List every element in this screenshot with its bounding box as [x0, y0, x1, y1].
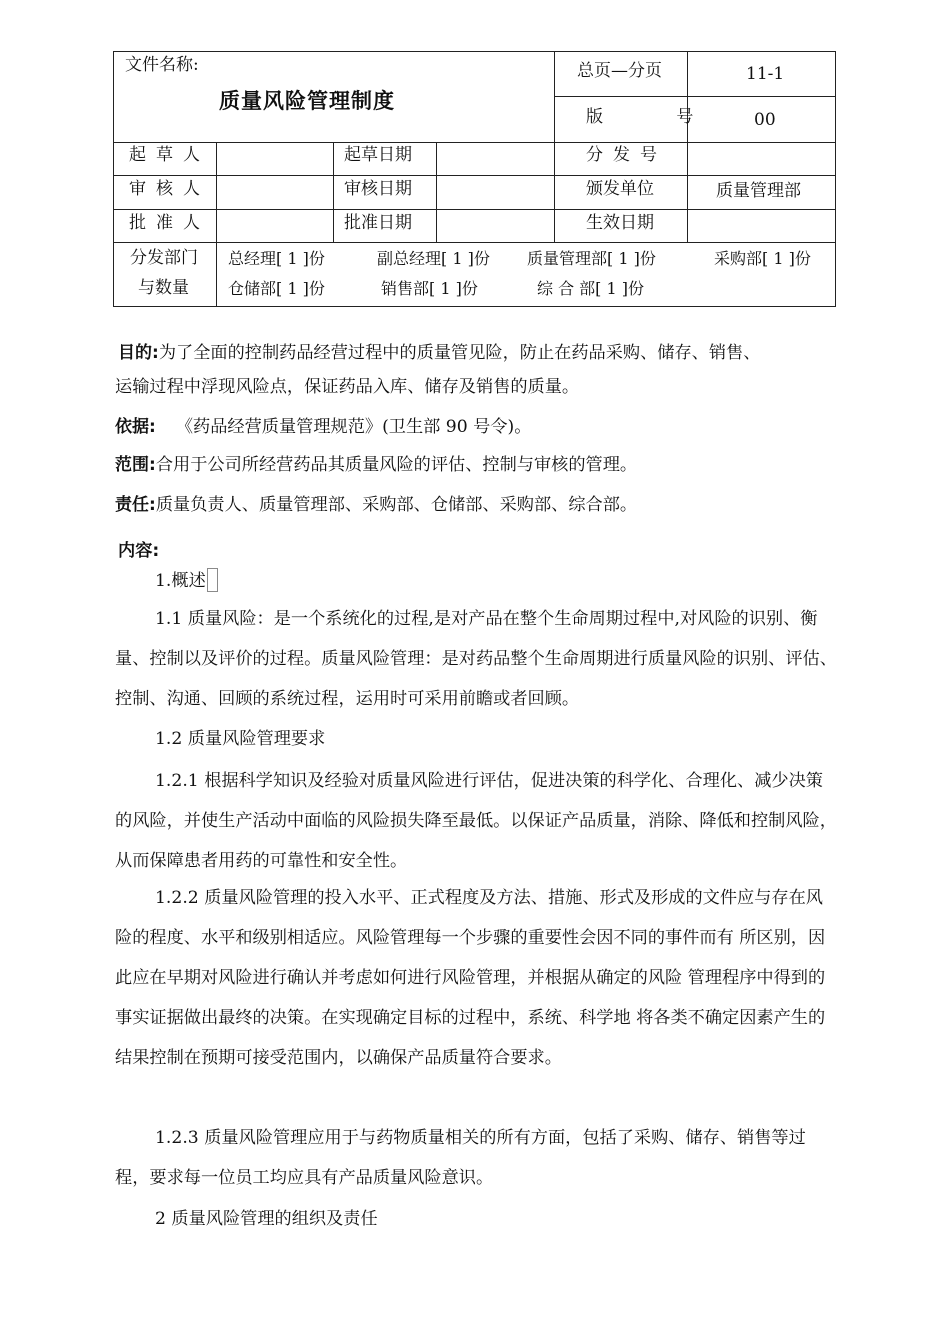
scope-label: 范围: — [115, 455, 156, 475]
issuing-unit-value: 质量管理部 — [716, 181, 801, 201]
dept-item: 采购部[ 1 ]份 — [714, 249, 811, 268]
table-divider — [554, 96, 836, 97]
dept-item: 综 合 部[ 1 ]份 — [537, 279, 645, 298]
table-divider — [687, 52, 688, 242]
approver-label: 批准人 — [129, 213, 210, 233]
version-label: 版 号 — [586, 107, 728, 127]
table-divider — [333, 142, 334, 242]
header-table — [113, 51, 836, 307]
scope-line — [115, 454, 637, 476]
purpose-label: 目的: — [118, 343, 159, 363]
responsibility-text: 质量负责人、质量管理部、采购部、仓储部、采购部、综合部。 — [155, 495, 638, 515]
file-name-label: 文件名称: — [125, 55, 199, 75]
document-title: 质量风险管理制度 — [219, 89, 395, 113]
section-1-title-text: 1.概述 — [155, 571, 206, 591]
issuing-unit-label: 颁发单位 — [586, 179, 654, 199]
total-page-label: 总页—分页 — [577, 61, 662, 81]
table-divider — [114, 242, 836, 243]
draft-date-label: 起草日期 — [344, 145, 412, 165]
responsibility-line — [115, 494, 637, 516]
dept-item: 销售部[ 1 ]份 — [381, 279, 478, 298]
table-divider — [216, 142, 217, 242]
purpose-line — [118, 342, 760, 364]
text-cursor-box — [207, 568, 218, 592]
review-date-label: 审核日期 — [344, 179, 412, 199]
table-divider — [114, 175, 836, 176]
scope-text: 合用于公司所经营药品其质量风险的评估、控制与审核的管理。 — [155, 455, 638, 475]
section-1-2-title: 1.2 质量风险管理要求 — [155, 729, 326, 749]
table-divider — [554, 52, 555, 242]
approve-date-label: 批准日期 — [344, 213, 412, 233]
purpose-line-2: 运输过程中浮现风险点，保证药品入库、储存及销售的质量。 — [115, 377, 580, 397]
reviewer-label: 审核人 — [129, 179, 210, 199]
table-divider — [436, 142, 437, 242]
distribution-no-label: 分发号 — [586, 145, 667, 165]
section-1-title — [155, 568, 218, 592]
effective-date-label: 生效日期 — [586, 213, 654, 233]
basis-text: 《药品经营质量管理规范》(卫生部 90 号令)。 — [175, 417, 532, 437]
dept-item: 总经理[ 1 ]份 — [228, 249, 325, 268]
paragraph-1-2-1: 1.2.1 根据科学知识及经验对质量风险进行评估，促进决策的科学化、合理化、减少决策的风险，并使生产活动中面临的风险损失降至最低。以保证产品质量，消除、降低和控制风险，从而保障患者用药的可靠性和安全性。 — [115, 771, 837, 871]
table-divider — [114, 142, 836, 143]
dist-dept-label: 分发部门 — [130, 248, 198, 268]
paragraph-1-2-2: 1.2.2 质量风险管理的投入水平、正式程度及方法、措施、形式及形成的文件应与存在风险的程度、水平和级别相适应。风险管理每一个步骤的重要性会因不同的事件而有 所区别，因此应在早期对风险进行确认并考虑如何进行风险管理，并根据从确定的风险 管理程序中得到的事实证据做出最终的决策。在实现确定目标的过程中，系统、科学地 将各类不确定因素产生的结果控制在预期可接受范围内，以确保产品质量符合要求。 — [115, 888, 826, 1068]
section-2-title: 2 质量风险管理的组织及责任 — [155, 1209, 378, 1229]
table-divider — [114, 209, 836, 210]
content-label: 内容: — [118, 541, 160, 561]
table-divider — [216, 242, 217, 307]
dept-item: 副总经理[ 1 ]份 — [377, 249, 490, 268]
total-page-value: 11-1 — [746, 64, 785, 84]
basis-line — [115, 416, 531, 438]
responsibility-label: 责任: — [115, 495, 156, 515]
paragraph-1-2-3: 1.2.3 质量风险管理应用于与药物质量相关的所有方面，包括了采购、储存、销售等过程，要求每一位员工均应具有产品质量风险意识。 — [115, 1128, 806, 1188]
dist-qty-label: 与数量 — [138, 278, 189, 298]
drafter-label: 起草人 — [129, 145, 210, 165]
dept-item: 质量管理部[ 1 ]份 — [527, 249, 656, 268]
purpose-text: 为了全面的控制药品经营过程中的质量管见险，防止在药品采购、储存、销售、 — [158, 343, 761, 363]
version-value: 00 — [754, 110, 776, 130]
dept-item: 仓储部[ 1 ]份 — [228, 279, 325, 298]
paragraph-1-1: 1.1 质量风险：是一个系统化的过程,是对产品在整个生命周期过程中,对风险的识别、衡量、控制以及评价的过程。质量风险管理：是对药品整个生命周期进行质量风险的识别、评估、控制、沟通、回顾的系统过程，运用时可采用前瞻或者回顾。 — [115, 609, 837, 709]
basis-label: 依据: — [115, 417, 156, 437]
